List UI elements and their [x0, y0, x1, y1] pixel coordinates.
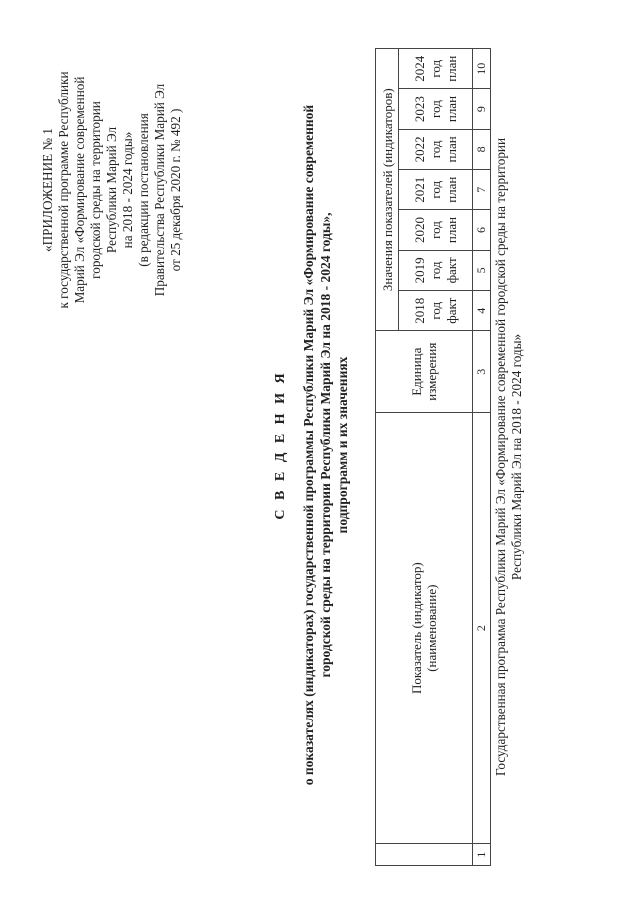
- column-number: 10: [473, 49, 491, 89]
- column-number: 1: [473, 844, 491, 866]
- year-cell: [399, 89, 473, 129]
- year-line2: год: [427, 301, 443, 320]
- column-number-row: [473, 49, 491, 866]
- header-row: [376, 49, 399, 866]
- document-heading: [272, 55, 351, 835]
- year-line3: факт: [443, 257, 459, 284]
- year-text: 2021: [411, 176, 427, 203]
- year-text: 2019: [411, 257, 427, 284]
- year-line2: год: [427, 100, 443, 118]
- year-line2: год: [427, 180, 443, 199]
- appendix-line: на 2018 - 2024 годы»: [120, 131, 135, 249]
- year-line2: год: [427, 221, 443, 239]
- column-number: 8: [473, 129, 491, 169]
- appendix-line: от 25 декабря 2020 г. № 492 ): [168, 108, 183, 272]
- column-number: 5: [473, 250, 491, 290]
- appendix-line: к государственной программе Республики: [56, 71, 71, 309]
- year-line3: план: [443, 136, 459, 163]
- subtitle-line: подпрограмм и их значениях: [335, 356, 350, 534]
- appendix-line: Республики Марий Эл: [104, 126, 119, 254]
- year-line3: план: [443, 95, 459, 123]
- column-number: 7: [473, 170, 491, 210]
- appendix-block: [40, 40, 184, 340]
- year-text: 2018: [411, 297, 427, 324]
- year-text: 2022: [411, 136, 427, 163]
- document-title: С В Е Д Е Н И Я: [273, 370, 288, 520]
- indicators-table: [375, 48, 491, 866]
- year-cell: [399, 170, 473, 210]
- year-line3: план: [443, 216, 459, 244]
- year-line3: план: [443, 55, 459, 82]
- appendix-line: Правительства Республики Марий Эл: [152, 83, 167, 297]
- program-section-heading: [493, 48, 525, 866]
- year-cell: [399, 129, 473, 169]
- year-line2: год: [427, 59, 443, 78]
- column-number: 9: [473, 89, 491, 129]
- year-cell: [399, 210, 473, 250]
- appendix-line: (в редакции постановления: [136, 113, 151, 267]
- year-line2: год: [427, 140, 443, 159]
- header-cell-values: Значения показателей (индикаторов): [376, 49, 399, 331]
- appendix-line: Марий Эл «Формирование современной: [72, 76, 87, 304]
- year-line3: план: [443, 176, 459, 203]
- year-cell: [399, 291, 473, 331]
- year-text: 2023: [411, 96, 427, 123]
- year-line3: факт: [443, 297, 459, 324]
- header-cell-empty: [376, 844, 473, 866]
- header-unit-text: Единица измерения: [409, 342, 439, 401]
- year-cell: [399, 49, 473, 89]
- column-number: 4: [473, 291, 491, 331]
- appendix-line: «ПРИЛОЖЕНИЕ № 1: [40, 128, 55, 252]
- header-cell-unit: [376, 331, 473, 413]
- column-number: 3: [473, 331, 491, 413]
- column-number: 6: [473, 210, 491, 250]
- subtitle-line: городской среды на территории Республики Марий Эл на 2018 - 2024 годы»,: [318, 212, 333, 678]
- subtitle-line: о показателях (индикаторах) государственной программы Республики Марий Эл «Формирование современной: [301, 104, 316, 786]
- header-cell-name: [376, 413, 473, 844]
- year-text: 2024: [411, 55, 427, 82]
- section-line: Государственная программа Республики Марий Эл «Формирование современной городской среды на территории: [493, 137, 508, 777]
- year-line2: год: [427, 261, 443, 280]
- header-name-text: Показатель (индикатор) (наименование): [409, 562, 439, 695]
- column-number: 2: [473, 413, 491, 844]
- year-cell: [399, 250, 473, 290]
- section-line: Республики Марий Эл на 2018 - 2024 годы»: [509, 333, 524, 581]
- appendix-line: городской среды на территории: [88, 101, 103, 279]
- year-text: 2020: [411, 217, 427, 244]
